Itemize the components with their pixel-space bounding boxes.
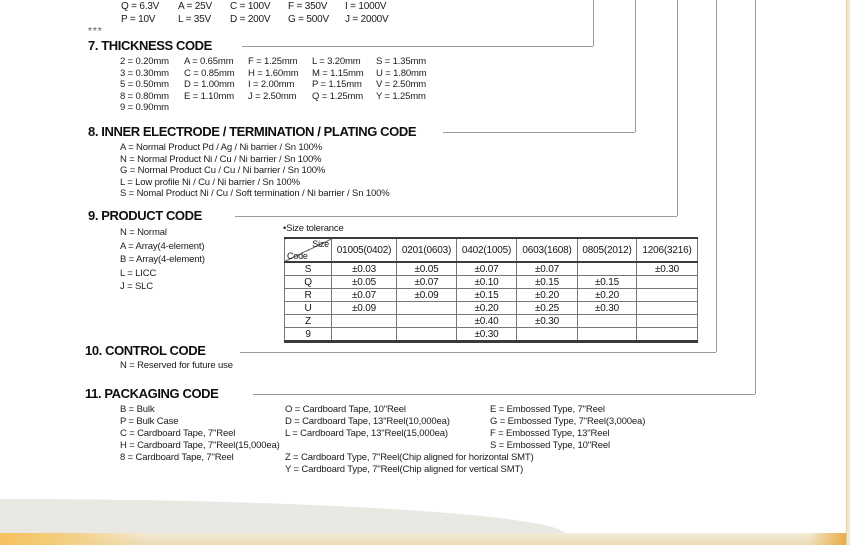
product-code-item: J = SLC — [120, 281, 154, 292]
packaging-code-item: D = Cardboard Tape, 13"Reel(10,000ea) — [285, 416, 450, 427]
electrode-code-item: N = Normal Product Ni / Cu / Ni barrier / Sn 100% — [120, 153, 322, 165]
thickness-code-item: 2 = 0.20mm — [120, 56, 169, 67]
thickness-code-item: L = 3.20mm — [312, 56, 361, 67]
row-code: Z — [285, 315, 332, 328]
row-code: Q — [285, 276, 332, 289]
packaging-code-item: G = Embossed Type, 7"Reel(3,000ea) — [490, 416, 646, 427]
electrode-code-item: G = Normal Product Cu / Cu / Ni barrier / Sn 100% — [120, 165, 326, 177]
footer-band-accent-right — [808, 533, 850, 545]
tolerance-value — [397, 315, 457, 328]
connector-riser-packaging — [755, 0, 756, 394]
table-row — [285, 276, 698, 289]
packaging-code-item: C = Cardboard Tape, 7"Reel — [120, 428, 236, 439]
table-row — [285, 328, 698, 342]
size-column-header: 0603(1608) — [517, 238, 578, 262]
tolerance-value: ±0.07 — [397, 276, 457, 289]
electrode-code-item: A = Normal Product Pd / Ag / Ni barrier / Sn 100% — [120, 142, 323, 153]
voltage-code: P = 10V — [121, 14, 156, 25]
connector-riser-thickness — [593, 0, 594, 46]
thickness-code-item: H = 1.60mm — [248, 67, 299, 79]
packaging-code-item: S = Embossed Type, 10"Reel — [490, 440, 610, 451]
voltage-code: Q = 6.3V — [121, 1, 160, 12]
thickness-code-column — [120, 56, 169, 114]
tolerance-value: ±0.15 — [578, 276, 637, 289]
thickness-code-column — [312, 56, 364, 102]
thickness-code-column — [376, 56, 427, 102]
thickness-code-item: J = 2.50mm — [248, 90, 297, 102]
page-right-edge — [846, 0, 850, 545]
size-column-header: 0402(1005) — [457, 238, 517, 262]
tolerance-value: ±0.07 — [517, 262, 578, 276]
packaging-code-item: E = Embossed Type, 7"Reel — [490, 404, 605, 415]
voltage-code-row — [121, 1, 386, 12]
thickness-code-item: I = 2.00mm — [248, 79, 295, 91]
row-code: 9 — [285, 328, 332, 342]
thickness-code-item: P = 1.15mm — [312, 79, 362, 91]
tolerance-value — [637, 315, 698, 328]
electrode-code-item: L = Low profile Ni / Cu / Ni barrier / Sn 100% — [120, 176, 300, 188]
thickness-code-item: S = 1.35mm — [376, 56, 426, 67]
row-code: U — [285, 302, 332, 315]
footer-band-accent-left — [0, 533, 150, 545]
product-code-item: A = Array(4-element) — [120, 240, 205, 252]
voltage-code: G = 500V — [288, 14, 329, 25]
voltage-code: J = 2000V — [345, 14, 389, 25]
thickness-code-item: Q = 1.25mm — [312, 90, 364, 102]
tolerance-value: ±0.30 — [637, 262, 698, 276]
thickness-code-item: 9 = 0.90mm — [120, 102, 169, 114]
connector-riser-electrode — [635, 0, 636, 132]
thickness-code-column — [184, 56, 235, 102]
tolerance-value: ±0.40 — [457, 315, 517, 328]
thickness-code-column — [248, 56, 299, 102]
thickness-code-item: C = 0.85mm — [184, 67, 235, 79]
tolerance-value: ±0.20 — [517, 289, 578, 302]
tolerance-value: ±0.10 — [457, 276, 517, 289]
thickness-code-item: 8 = 0.80mm — [120, 90, 169, 102]
size-tolerance-label: •Size tolerance — [283, 223, 344, 234]
voltage-code: F = 350V — [288, 1, 328, 12]
connector-line-packaging — [253, 394, 755, 395]
packaging-code-item: 8 = Cardboard Tape, 7"Reel — [120, 452, 234, 463]
tolerance-value — [578, 262, 637, 276]
footer-swoosh-graphic — [0, 499, 566, 535]
tolerance-value: ±0.05 — [332, 276, 397, 289]
tolerance-value — [332, 315, 397, 328]
tolerance-value: ±0.09 — [332, 302, 397, 315]
tolerance-value — [397, 328, 457, 342]
corner-size-label: Size — [312, 239, 329, 249]
tolerance-value — [578, 315, 637, 328]
product-code-item: B = Array(4-element) — [120, 254, 205, 265]
thickness-code-item: M = 1.15mm — [312, 67, 364, 79]
electrode-code-item: S = Nomal Product Ni / Cu / Soft termination / Ni barrier / Sn 100% — [120, 188, 390, 200]
packaging-code-item: Y = Cardboard Type, 7"Reel(Chip aligned for vertical SMT) — [285, 464, 524, 475]
corner-code-label: Code — [287, 251, 308, 261]
footnote-marker: *** — [88, 26, 103, 37]
size-tolerance-table — [284, 237, 698, 343]
tolerance-value — [517, 328, 578, 342]
tolerance-value: ±0.30 — [517, 315, 578, 328]
connector-line-product — [235, 216, 677, 217]
section-title-thickness: 7. THICKNESS CODE — [88, 38, 212, 53]
packaging-code-item: F = Embossed Type, 13"Reel — [490, 428, 610, 439]
tolerance-value — [397, 302, 457, 315]
table-corner-cell — [285, 238, 332, 262]
table-row — [285, 262, 698, 276]
thickness-code-item: F = 1.25mm — [248, 56, 298, 67]
tolerance-value — [637, 302, 698, 315]
electrode-code-list — [120, 142, 390, 200]
thickness-code-item: V = 2.50mm — [376, 79, 426, 91]
packaging-code-item: H = Cardboard Tape, 7"Reel(15,000ea) — [120, 440, 280, 451]
thickness-code-item: D = 1.00mm — [184, 79, 235, 91]
voltage-code-row — [121, 14, 389, 25]
row-code: R — [285, 289, 332, 302]
control-code-list — [120, 360, 233, 372]
tolerance-value: ±0.07 — [457, 262, 517, 276]
tolerance-value — [332, 328, 397, 342]
packaging-code-column-3 — [490, 404, 645, 452]
table-header-row — [285, 238, 698, 262]
connector-line-control — [240, 352, 716, 353]
thickness-code-item: 3 = 0.30mm — [120, 67, 169, 79]
packaging-code-item: O = Cardboard Tape, 10"Reel — [285, 404, 406, 415]
section-title-electrode: 8. INNER ELECTRODE / TERMINATION / PLATING CODE — [88, 124, 417, 139]
thickness-code-item: Y = 1.25mm — [376, 90, 426, 102]
tolerance-value — [637, 328, 698, 342]
product-code-list — [120, 226, 205, 294]
section-title-control: 10. CONTROL CODE — [85, 343, 206, 358]
table-row — [285, 302, 698, 315]
connector-line-thickness — [242, 46, 593, 47]
size-column-header: 01005(0402) — [332, 238, 397, 262]
tolerance-value: ±0.30 — [457, 328, 517, 342]
size-column-header: 1206(3216) — [637, 238, 698, 262]
connector-riser-control — [716, 0, 717, 352]
tolerance-value — [578, 328, 637, 342]
tolerance-value: ±0.09 — [397, 289, 457, 302]
section-title-product: 9. PRODUCT CODE — [88, 208, 202, 223]
packaging-code-item: Z = Cardboard Type, 7"Reel(Chip aligned for horizontal SMT) — [285, 452, 534, 463]
packaging-code-item: L = Cardboard Tape, 13"Reel(15,000ea) — [285, 428, 448, 439]
packaging-code-column-1 — [120, 404, 280, 464]
voltage-code: L = 35V — [178, 14, 211, 25]
tolerance-value: ±0.05 — [397, 262, 457, 276]
tolerance-value: ±0.30 — [578, 302, 637, 315]
tolerance-value — [637, 276, 698, 289]
table-row — [285, 315, 698, 328]
product-code-item: N = Normal — [120, 227, 167, 238]
tolerance-value: ±0.20 — [457, 302, 517, 315]
size-column-header: 0805(2012) — [578, 238, 637, 262]
tolerance-value: ±0.03 — [332, 262, 397, 276]
connector-line-electrode — [443, 132, 635, 133]
thickness-code-item: 5 = 0.50mm — [120, 79, 169, 91]
connector-riser-product — [677, 0, 678, 216]
voltage-code: C = 100V — [230, 1, 271, 12]
tolerance-value: ±0.25 — [517, 302, 578, 315]
tolerance-value: ±0.20 — [578, 289, 637, 302]
tolerance-value: ±0.15 — [457, 289, 517, 302]
size-column-header: 0201(0603) — [397, 238, 457, 262]
tolerance-value: ±0.07 — [332, 289, 397, 302]
table-row — [285, 289, 698, 302]
row-code: S — [285, 262, 332, 276]
product-code-item: L = LICC — [120, 267, 157, 279]
tolerance-value: ±0.15 — [517, 276, 578, 289]
packaging-code-column-2 — [285, 404, 450, 440]
thickness-code-item: A = 0.65mm — [184, 56, 234, 67]
thickness-code-item: E = 1.10mm — [184, 90, 234, 102]
packaging-code-item: P = Bulk Case — [120, 416, 179, 427]
voltage-code: A = 25V — [178, 1, 212, 12]
packaging-code-item: B = Bulk — [120, 404, 155, 415]
packaging-code-column-2-extra — [285, 452, 534, 476]
section-title-packaging: 11. PACKAGING CODE — [85, 386, 219, 401]
control-code-item: N = Reserved for future use — [120, 360, 233, 371]
voltage-code: I = 1000V — [345, 1, 387, 12]
voltage-code: D = 200V — [230, 14, 271, 25]
thickness-code-item: U = 1.80mm — [376, 67, 427, 79]
tolerance-value — [637, 289, 698, 302]
